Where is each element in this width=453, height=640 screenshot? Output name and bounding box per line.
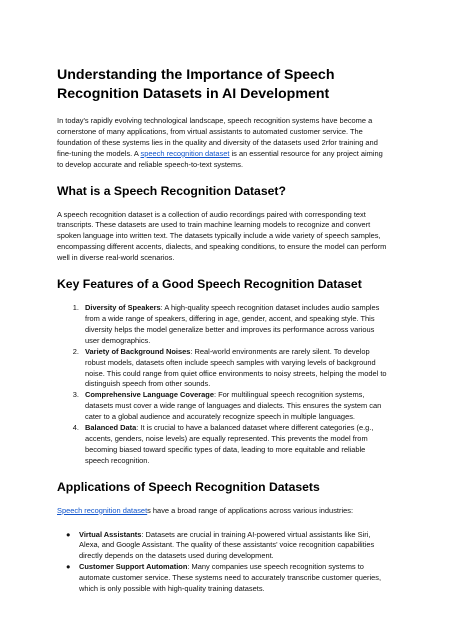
- list-item: [66, 562, 389, 595]
- feature-text: : A high-quality speech recognition dataset includes audio samples from a wide range of speakers, differing in age, gender, accent, and speaking style. This diversity helps the model generalize better and improves its performance across various user demographics.: [85, 303, 380, 345]
- applications-intro-paragraph: [57, 506, 389, 517]
- applications-link-tail: s: [147, 505, 151, 515]
- key-features-list: [57, 303, 389, 467]
- applications-link-text: Speech recognition dataset: [57, 505, 148, 515]
- application-text: : Many companies use speech recognition systems to automate customer service. These systems need to accurately transcribe customer queries, which is only possible with high-quality training datasets.: [79, 562, 382, 594]
- application-term: Virtual Assistants: [79, 529, 142, 539]
- bullet-icon: ●: [66, 529, 71, 539]
- intro-paragraph: [57, 116, 389, 171]
- section-heading-key-features: Key Features of a Good Speech Recognition Dataset: [57, 277, 362, 292]
- applications-intro-rest: have a broad range of applications across various industries:: [150, 505, 354, 515]
- section-heading-what-is: What is a Speech Recognition Dataset?: [57, 183, 286, 198]
- application-term: Customer Support Automation: [79, 562, 188, 572]
- list-item: [81, 423, 389, 467]
- feature-term: Diversity of Speakers: [85, 303, 161, 313]
- intro-text-before-link: In today's rapidly evolving technological landscape, speech recognition systems have become a cornerstone of many applications, from virtual assistants to automated customer service. The foundation of these systems lies in the quality and diversity of the datasets used 2rfor training and fine-tuning the models. A: [57, 116, 378, 158]
- feature-term: Balanced Data: [85, 423, 137, 433]
- feature-text: : For multilingual speech recognition systems, datasets must cover a wide range of languages and dialects. This ensures the system can cater to a global audience and accurately recognize speech in multiple languages.: [85, 390, 382, 422]
- bullet-icon: ●: [66, 562, 71, 572]
- document-title: Understanding the Importance of Speech Recognition Datasets in AI Development: [57, 67, 335, 102]
- feature-term: Comprehensive Language Coverage: [85, 390, 214, 400]
- application-text: : Datasets are crucial in training AI-powered virtual assistants like Siri, Alexa, and Google Assistant. The quality of these assistants' voice recognition capabilities directly depends on the datasets used during development.: [79, 529, 375, 561]
- speech-dataset-link-2[interactable]: [57, 506, 151, 515]
- section-heading-applications: Applications of Speech Recognition Datasets: [57, 479, 320, 494]
- intro-text-after-link: is an essential resource for any project aiming to develop accurate and reliable speech-to-text systems.: [57, 148, 383, 169]
- speech-dataset-link[interactable]: speech recognition dataset: [140, 148, 230, 158]
- what-is-paragraph: A speech recognition dataset is a collection of audio recordings paired with corresponding text transcripts. These datasets are used to train machine learning models to recognize and convert spoken language into written text. The datasets typically include a wide variety of speech samples, encompassing different accents, dialects, and speaking conditions, to ensure the model can perform well in diverse real-world scenarios.: [57, 209, 387, 263]
- feature-term: Variety of Background Noises: [85, 346, 191, 356]
- applications-list: [57, 530, 389, 595]
- feature-text: : Real-world environments are rarely silent. To develop robust models, datasets often include speech samples with varying levels of background noise. This could range from quiet office environments to noisy streets, helping the model to distinguish speech from other sounds.: [85, 346, 387, 389]
- list-item: [81, 390, 389, 423]
- list-item: [81, 347, 389, 391]
- list-item: [81, 303, 389, 347]
- feature-text: : It is crucial to have a balanced dataset where different categories (e.g., accents, genders, noise levels) are equally represented. This prevents the model from becoming biased toward specific types of data, leading to more equitable and reliable speech recognition.: [85, 423, 374, 465]
- list-item: [66, 529, 389, 563]
